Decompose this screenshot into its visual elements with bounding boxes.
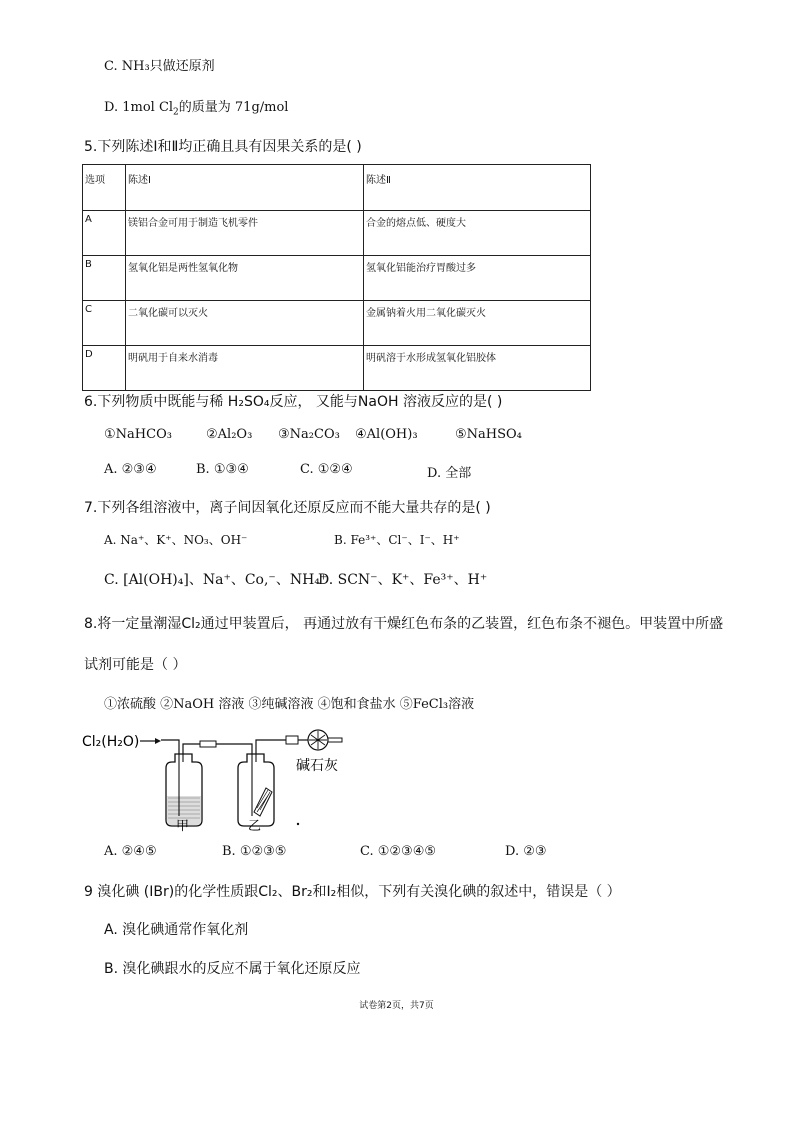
table-row xyxy=(83,301,591,346)
table-header-cell: 陈述Ⅰ xyxy=(126,165,364,211)
table-cell: B xyxy=(83,256,126,301)
page-footer: 试卷第2页，共7页 xyxy=(359,1001,434,1011)
table-header-cell: 陈述Ⅱ xyxy=(364,165,591,211)
yi-label: 乙 xyxy=(248,819,262,834)
q7-option-b: B. Fe³⁺、Cl⁻、I⁻、H⁺ xyxy=(334,533,460,547)
q8-items: ①浓硫酸 ②NaOH 溶液 ③纯碱溶液 ④饱和食盐水 ⑤FeCl₃溶液 xyxy=(104,697,475,712)
q4-option-d xyxy=(104,96,288,118)
q6-choice-d: D. 全部 xyxy=(427,466,472,481)
table-cell: 氢氧化铝能治疗胃酸过多 xyxy=(364,256,591,301)
drying-tube-outlet xyxy=(328,738,342,742)
table-cell: 明矾用于自来水消毒 xyxy=(126,346,364,391)
table-row xyxy=(83,211,591,256)
table-header-cell: 选项 xyxy=(83,165,126,211)
q8-choice-d: D. ②③ xyxy=(505,844,547,859)
q4-option-d-pre: D. 1mol Cl xyxy=(104,100,174,115)
table-row xyxy=(83,346,591,391)
q5-table xyxy=(82,164,591,391)
drying-tube-stopper xyxy=(286,736,298,744)
q8-choice-c: C. ①②③④⑤ xyxy=(360,844,437,859)
inlet-arrowhead xyxy=(155,738,161,744)
table-header-row xyxy=(83,165,591,211)
table-cell: 金属钠着火用二氧化碳灭火 xyxy=(364,301,591,346)
table-cell: D xyxy=(83,346,126,391)
q6-choice-a: A. ②③④ xyxy=(104,462,157,477)
connecting-tube xyxy=(161,740,286,754)
q4-option-d-sub: 2 xyxy=(173,107,179,118)
q4-option-c: C. NH₃只做还原剂 xyxy=(104,59,215,74)
gas-washing-apparatus-diagram xyxy=(80,724,370,836)
q6-item-3: ③Na₂CO₃ xyxy=(278,427,340,442)
q6-item-2: ②Al₂O₃ xyxy=(206,427,253,442)
q7-stem: 7.下列各组溶液中，离子间因氧化还原反应而不能大量共存的是( ) xyxy=(84,500,491,516)
q6-choice-b: B. ①③④ xyxy=(196,462,249,477)
q6-stem: 6.下列物质中既能与稀 H₂SO₄反应， 又能与NaOH 溶液反应的是( ) xyxy=(84,394,503,410)
table-cell: 氢氧化铝是两性氢氧化物 xyxy=(126,256,364,301)
q6-item-5: ⑤NaHSO₄ xyxy=(455,427,522,442)
q8-stem-line2: 试剂可能是（ ） xyxy=(84,657,187,673)
q5-stem: 5.下列陈述Ⅰ和Ⅱ均正确且具有因果关系的是( ) xyxy=(84,139,362,155)
table-cell: 二氧化碳可以灭火 xyxy=(126,301,364,346)
q6-item-1: ①NaHCO₃ xyxy=(104,427,172,442)
table-row xyxy=(83,256,591,301)
table-cell: 镁铝合金可用于制造飞机零件 xyxy=(126,211,364,256)
q8-choice-b: B. ①②③⑤ xyxy=(222,844,287,859)
inlet-label: Cl₂(H₂O) xyxy=(82,734,140,750)
q9-option-a: A. 溴化碘通常作氧化剂 xyxy=(104,922,249,938)
table-cell: C xyxy=(83,301,126,346)
rubber-connector xyxy=(200,741,216,747)
q6-choice-c: C. ①②④ xyxy=(300,462,353,477)
q9-stem: 9 溴化碘 (IBr)的化学性质跟Cl₂、Br₂和I₂相似，下列有关溴化碘的叙述中，错误是（ ） xyxy=(84,884,621,900)
q7-option-a: A. Na⁺、K⁺、NO₃、OH⁻ xyxy=(104,533,248,547)
q4-option-d-post: 的质量为 71g/mol xyxy=(178,100,289,115)
q7-option-c: C. [Al(OH)₄]、Na⁺、Co,⁻、NH₄⁺ xyxy=(104,572,328,588)
table-cell: 明矾溶于水形成氢氧化铝胶体 xyxy=(364,346,591,391)
table-cell: 合金的熔点低、硬度大 xyxy=(364,211,591,256)
table-cell: A xyxy=(83,211,126,256)
soda-lime-label: 碱石灰 xyxy=(296,758,338,774)
q8-choice-a: A. ②④⑤ xyxy=(104,844,157,859)
stray-dot xyxy=(297,823,299,825)
q9-option-b: B. 溴化碘跟水的反应不属于氧化还原反应 xyxy=(104,961,361,977)
q6-item-4: ④Al(OH)₃ xyxy=(355,427,418,442)
q7-option-d: D. SCN⁻、K⁺、Fe³⁺、H⁺ xyxy=(318,572,488,588)
jia-label: 甲 xyxy=(176,819,190,834)
q8-stem-line1: 8.将一定量潮湿Cl₂通过甲装置后， 再通过放有干燥红色布条的乙装置，红色布条不褪色。甲装置中所盛 xyxy=(84,616,724,632)
